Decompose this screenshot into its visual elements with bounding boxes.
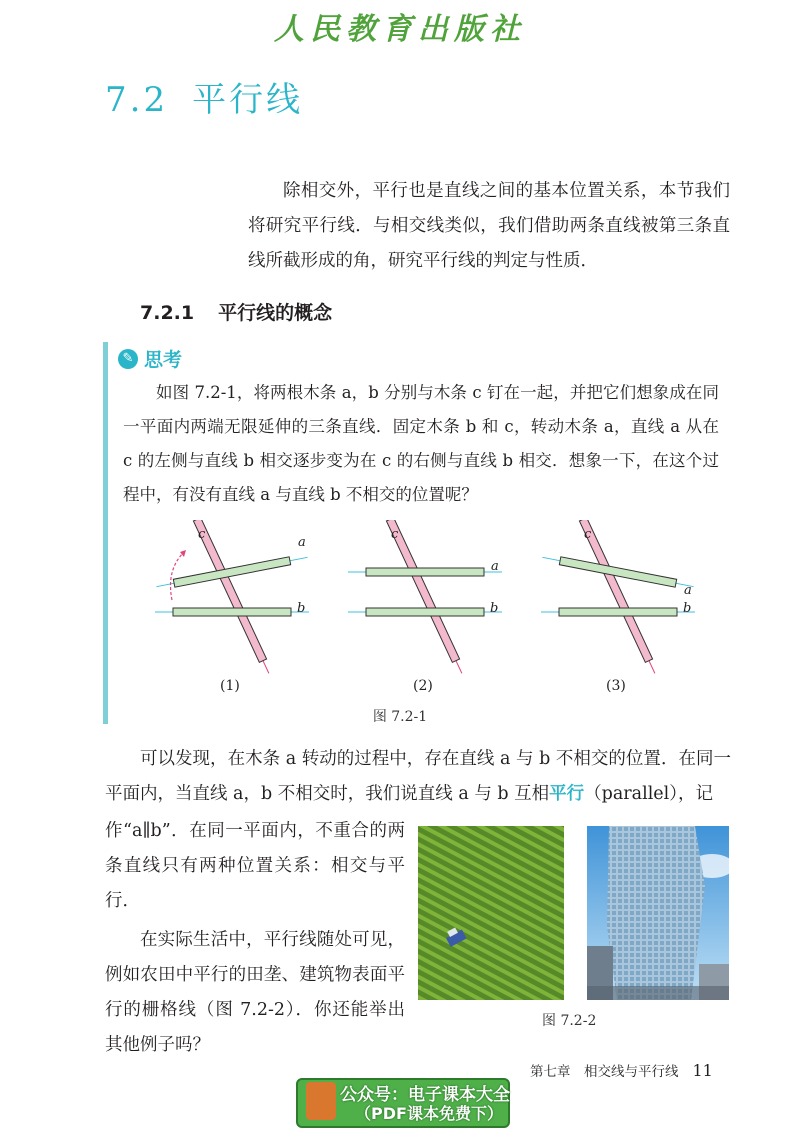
rotation-arrow <box>171 552 185 600</box>
panel-label-1: (1) <box>220 678 240 694</box>
chapter-label: 第七章 相交线与平行线 <box>530 1064 679 1080</box>
discover-text <box>105 742 731 812</box>
think-title: 思考 <box>144 349 183 371</box>
term-parallel: 平行 <box>549 784 585 804</box>
left-column-text <box>105 814 405 1063</box>
label-b-1: b <box>297 601 306 616</box>
stick-b-1 <box>155 608 309 616</box>
page-footer <box>530 1060 713 1080</box>
figure1-panel-2 <box>348 520 502 694</box>
stick-b-2 <box>348 608 502 616</box>
label-a-3: a <box>684 583 692 598</box>
think-header <box>118 345 182 372</box>
stick-a-3-bar <box>559 557 676 587</box>
stick-c-3 <box>573 520 658 675</box>
panel-label-2: (2) <box>413 678 433 694</box>
intro-text: 除相交外，平行也是直线之间的基本位置关系，本节我们将研究平行线．与相交线类似，我们借助两条直线被第三条直线所截形成的角，研究平行线的判定与性质． <box>248 181 730 271</box>
figure1-panel-1 <box>155 520 309 694</box>
book-icon <box>306 1082 336 1120</box>
stick-a-2-bar <box>366 568 484 576</box>
stick-b-3-bar <box>559 608 677 616</box>
panel-label-3: (3) <box>606 678 626 694</box>
label-c-3: c <box>584 527 592 542</box>
examples-paragraph: 在实际生活中，平行线随处可见，例如农田中平行的田垄、建筑物表面平行的栅格线（图 7.2-2）．你还能举出其他例子吗？ <box>105 930 405 1055</box>
label-c-1: c <box>198 527 206 542</box>
label-b-3: b <box>683 601 692 616</box>
label-c-2: c <box>391 527 399 542</box>
figure1-caption: 图 7.2-1 <box>372 709 428 725</box>
stick-b-2-bar <box>366 608 484 616</box>
section-number: 7.2 <box>105 80 169 120</box>
discover-paragraph <box>105 742 731 812</box>
stick-c-2 <box>380 520 465 675</box>
subsection-number: 7.2.1 <box>140 302 195 324</box>
banner-line2: （PDF课本免费下） <box>355 1104 503 1123</box>
definition-paragraph: 作“a∥b”．在同一平面内，不重合的两条直线只有两种位置关系：相交与平行． <box>105 821 405 911</box>
discover-after: （parallel），记 <box>584 784 713 804</box>
think-text <box>123 376 719 512</box>
label-a-1: a <box>298 535 306 550</box>
section-title <box>105 72 303 121</box>
figure2-caption: 图 7.2-2 <box>542 1013 597 1029</box>
stick-b-1-bar <box>173 608 291 616</box>
stick-b-3 <box>541 608 695 616</box>
farmland-photo <box>418 826 564 1000</box>
stick-c-1 <box>187 520 272 675</box>
discover-before: 可以发现，在木条 a 转动的过程中，存在直线 a 与 b 不相交的位置．在同一平面内，当直线 a，b 不相交时，我们说直线 a 与 b 互相 <box>105 749 731 804</box>
lightbulb-icon: ✎ <box>118 349 138 369</box>
figure-7-2-1 <box>140 520 720 700</box>
label-a-2: a <box>491 559 499 574</box>
intro-paragraph <box>248 174 730 279</box>
page-number: 11 <box>692 1061 713 1080</box>
subsection-title <box>140 298 332 325</box>
stick-a-1-bar <box>173 557 290 587</box>
figure1-panel-3 <box>541 520 695 694</box>
stick-a-2 <box>348 568 502 576</box>
label-b-2: b <box>490 601 499 616</box>
publisher-header: 人民教育出版社 <box>274 12 526 47</box>
banner-line1: 公众号：电子课本大全 <box>340 1085 510 1105</box>
section-title-text: 平行线 <box>192 80 304 120</box>
building-photo <box>587 826 729 1000</box>
think-paragraph: 如图 7.2-1，将两根木条 a，b 分别与木条 c 钉在一起，并把它们想象成在同一平面内两端无限延伸的三条直线．固定木条 b 和 c，转动木条 a，直线 a 从在 c 的左侧与直线 b 相交逐步变为在 c 的右侧与直线 b 相交．想象一下，在这个过程中，有没有直线 a 与直线 b 不相交的位置呢？ <box>123 383 719 504</box>
subsection-title-text: 平行线的概念 <box>218 302 333 324</box>
